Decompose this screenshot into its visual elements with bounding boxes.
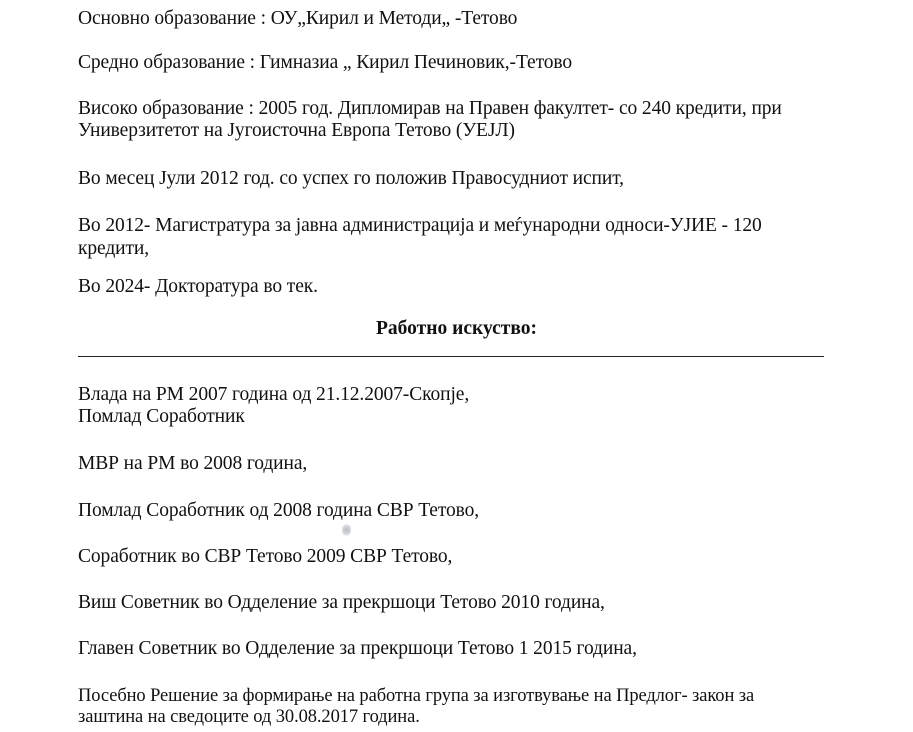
- doctorate-line: Во 2024- Докторатура во тек.: [78, 276, 318, 297]
- bar-exam-line: Во месец Јули 2012 год. со успех го положив Правосудниот испит,: [78, 168, 624, 189]
- higher-education-line-2: Универзитетот на Југоисточна Европа Тетово (УЕЈЛ): [78, 120, 515, 141]
- work-item-3-line: Помлад Соработник од 2008 година СВР Тетово,: [78, 500, 480, 521]
- work-item-7-line-1: Посебно Решение за формирање на работна група за изготвување на Предлог- закон за: [78, 686, 755, 706]
- scan-speck: [342, 523, 351, 537]
- work-item-6-line: Главен Советник во Одделение за прекршоци Тетово 1 2015 година,: [78, 638, 637, 659]
- work-item-4-line: Соработник во СВР Тетово 2009 СВР Тетово,: [78, 546, 453, 567]
- masters-line-2: кредити,: [78, 238, 150, 259]
- work-item-2-line: МВР на РМ во 2008 година,: [78, 453, 308, 474]
- work-item-5-line: Виш Советник во Одделение за прекршоци Тетово 2010 година,: [78, 592, 605, 613]
- work-item-7-line-2: заштина на сведоците од 30.08.2017 година.: [78, 707, 420, 727]
- section-divider: [78, 356, 824, 357]
- higher-education-line-1: Високо образование : 2005 год. Дипломирав на Правен факултет- со 240 кредити, при: [78, 98, 782, 119]
- work-experience-heading: Работно искуство:: [376, 318, 537, 339]
- primary-education-line: Основно образование : ОУ„Кирил и Методи„ -Тетово: [78, 8, 518, 29]
- work-item-1-line-1: Влада на РМ 2007 година од 21.12.2007-Скопје,: [78, 384, 470, 405]
- secondary-education-line: Средно образование : Гимназиа „ Кирил Печиновик,-Тетово: [78, 52, 573, 73]
- work-item-1-line-2: Помлад Соработник: [78, 406, 245, 427]
- masters-line-1: Во 2012- Магистратура за јавна администрација и меѓународни односи-УЈИЕ - 120: [78, 215, 762, 236]
